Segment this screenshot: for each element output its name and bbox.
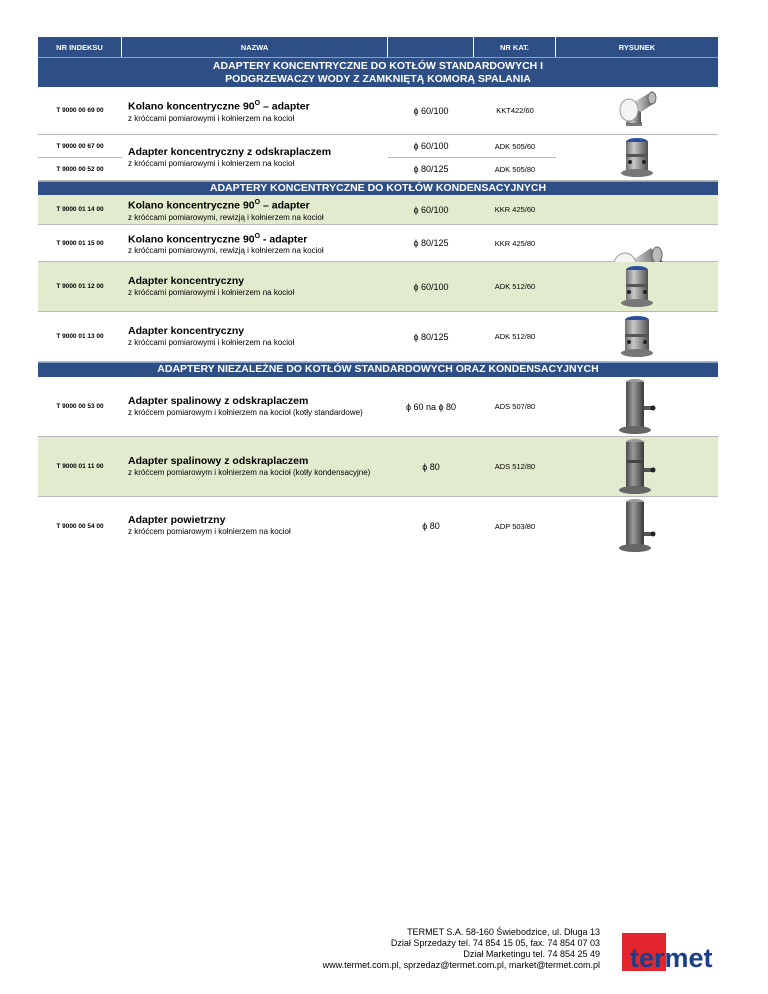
dim-cell: ϕ 60 na ϕ 80	[405, 401, 457, 412]
name-cell: Adapter powietrzny z króćcem pomiarowym i kołnierzem na kocioł	[128, 514, 291, 537]
name-cell: Adapter koncentryczny z króćcami pomiarowymi i kołnierzem na kocioł	[128, 274, 295, 297]
name-cell: Adapter spalinowy z odskraplaczem z króćcem pomiarowym i kołnierzem na kocioł (kotły standardowe)	[128, 394, 363, 417]
index-cell: T 9000 00 67 00	[38, 135, 122, 158]
table-row	[38, 135, 718, 181]
flue-adapter-icon	[556, 377, 718, 436]
index-cell: T 9000 01 12 00	[56, 283, 104, 290]
header-kat: NR KAT.	[474, 37, 556, 57]
table-row	[38, 497, 718, 555]
dim-cell: ϕ 60/100	[413, 105, 449, 116]
section-title: ADAPTERY KONCENTRYCZNE DO KOTŁÓW STANDARDOWYCH I PODGRZEWACZY WODY Z ZAMKNIĘTĄ KOMORĄ SPALANIA	[38, 57, 718, 87]
dim-cell: ϕ 60/100	[413, 204, 449, 215]
dim-cell: ϕ 60/100	[388, 135, 474, 158]
index-cell: T 9000 00 69 00	[56, 107, 104, 114]
index-cell: T 9000 01 14 00	[56, 206, 104, 213]
kat-cell: ADK 512/60	[494, 282, 536, 291]
table-row	[38, 262, 718, 312]
kat-cell: ADS 507/80	[494, 402, 536, 411]
product-table	[38, 37, 718, 555]
air-adapter-icon	[556, 497, 718, 555]
index-cell: T 9000 00 54 00	[56, 522, 104, 530]
table-row	[38, 377, 718, 437]
table-row	[38, 312, 718, 362]
concentric-adapter-icon	[556, 262, 718, 311]
index-cell: T 9000 00 52 00	[56, 165, 104, 173]
table-row	[38, 87, 718, 135]
kat-cell: ADP 503/80	[494, 521, 536, 531]
kat-cell: ADK 512/80	[494, 332, 536, 341]
name-cell: Kolano koncentryczne $90^O$ - adapter z króćcami pomiarowymi, rewizją i kołnierzem na kocioł	[128, 232, 324, 255]
dim-cell: ϕ 80	[422, 461, 440, 472]
index-cell: T 9000 01 13 00	[56, 333, 104, 340]
condensate-adapter-icon	[556, 135, 718, 180]
dim-cell: ϕ 80	[422, 521, 440, 531]
name-cell: Adapter koncentryczny z króćcami pomiarowymi i kołnierzem na kocioł	[128, 324, 295, 347]
dim-cell: ϕ 80/125	[413, 238, 449, 248]
name-cell: Adapter spalinowy z odskraplaczem z króćcem pomiarowym i kołnierzem na kocioł (kotły kondensacyjne)	[128, 454, 371, 477]
header-pic: RYSUNEK	[618, 42, 656, 52]
table-header	[38, 37, 718, 57]
company-footer: TERMET S.A. 58-160 Świebodzice, ul. Długa 13 Dział Sprzedaży tel. 74 854 15 05, fax. 74 854 07 03 Dział Marketingu tel. 74 854 25 49 www.termet.com.pl, sprzedaz@termet.com.pl, market@termet.com.pl	[322, 927, 600, 970]
termet-logo	[622, 933, 726, 971]
dim-cell: ϕ 60/100	[413, 281, 449, 292]
kat-cell: KKT422/60	[496, 106, 534, 115]
section-title: ADAPTERY NIEZALEŻNE DO KOTŁÓW STANDARDOWYCH ORAZ KONDENSACYJNYCH	[38, 362, 718, 377]
svg-text:termet: termet	[630, 943, 713, 971]
dim-cell: ϕ 80/125	[413, 331, 449, 342]
index-cell: T 9000 00 53 00	[56, 403, 104, 410]
index-cell: T 9000 01 15 00	[56, 239, 104, 247]
kat-cell: KKR 425/80	[494, 238, 536, 248]
name-cell: Kolano koncentryczne $90^O$ – adapter z króćcami pomiarowymi i kołnierzem na kocioł	[128, 100, 310, 123]
flue-adapter-icon	[556, 437, 718, 496]
kat-cell: ADK 505/60	[474, 135, 556, 158]
header-index: NR INDEKSU	[38, 37, 122, 57]
name-cell: Adapter koncentryczny z odskraplaczem z króćcami pomiarowymi i kołnierzem na kocioł	[128, 145, 332, 168]
header-dim	[388, 37, 474, 57]
kat-cell: KKR 425/60	[494, 205, 536, 214]
dim-cell: ϕ 80/125	[413, 164, 449, 174]
kat-cell: ADK 505/80	[494, 164, 536, 174]
table-row	[38, 437, 718, 497]
header-name: NAZWA	[122, 37, 388, 57]
section-title: ADAPTERY KONCENTRYCZNE DO KOTŁÓW KONDENSACYJNYCH	[38, 181, 718, 195]
table-row	[38, 195, 718, 225]
kat-cell: ADS 512/80	[494, 462, 536, 471]
index-cell: T 9000 01 11 00	[56, 463, 104, 470]
concentric-adapter-icon	[556, 312, 718, 361]
elbow-adapter-icon	[556, 87, 718, 134]
name-cell: Kolano koncentryczne $90^O$ – adapter z króćcami pomiarowymi, rewizją i kołnierzem na kocioł	[128, 199, 324, 222]
